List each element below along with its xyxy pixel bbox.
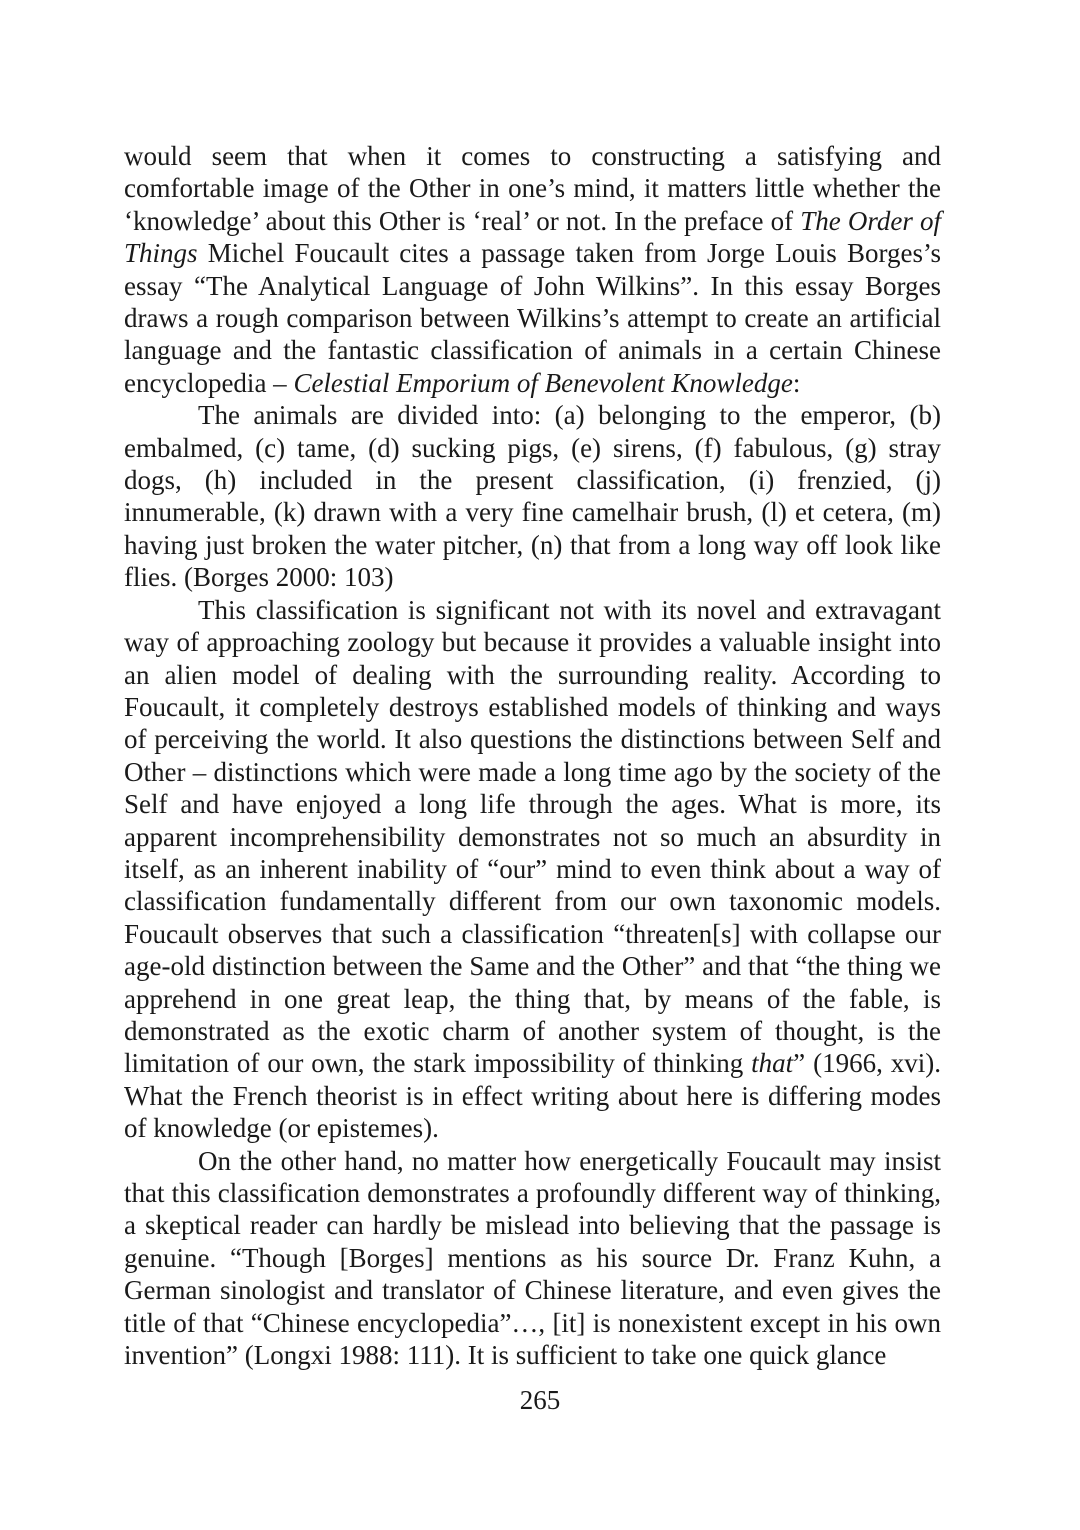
paragraph-2-text-a: This classification is significant not with its novel and extravagant way of approaching zoology but because it provides a valuable insight into an alien model of dealing with the surrounding reality. According to Foucault, it completely destroys established models of thinking and ways of perceiving the world. It also questions the distinctions between Self and Other – distinctions which were made a long time ago by the society of the Self and have enjoyed a long life through the ages. What is more, its apparent incomprehensibility demonstrates not so much an absurdity in itself, as an inherent inability of “our” mind to even think about a way of classification fundamentally different from our own taxonomic models. Foucault observes that such a classification “threaten[s] with collapse our age-old distinction between the Same and the Other” and that “the thing we apprehend in one great leap, the thing that, by means of the fable, is demonstrated as the exotic charm of another system of thought, is the limitation of our own, the stark impossibility of thinking xyxy=(124,594,941,1079)
paragraph-2 xyxy=(124,594,941,1145)
paragraph-1 xyxy=(124,140,941,399)
paragraph-3: On the other hand, no matter how energetically Foucault may insist that this classification demonstrates a profoundly different way of thinking, a skeptical reader can hardly be mislead into believing that the passage is genuine. “Though [Borges] mentions as his source Dr. Franz Kuhn, a German sinologist and translator of Chinese literature, and even gives the title of that “Chinese encyclopedia”…, [it] is nonexistent except in his own invention” (Longxi 1988: 111). It is sufficient to take one quick glance xyxy=(124,1145,941,1371)
paragraph-1-text-a: would seem that when it comes to constructing a satisfying and comfortable image of the Other in one’s mind, it matters little whether the ‘knowledge’ about this Other is ‘real’ or not. In the preface of xyxy=(124,141,941,236)
paragraph-1-text-b: Michel Foucault cites a passage taken from Jorge Louis Borges’s essay “The Analytical Language of John Wilkins”. In this essay Borges draws a rough comparison between Wilkins’s attempt to create an artificial language and the fantastic classification of animals in a certain Chinese encyclopedia – xyxy=(124,238,941,398)
paragraph-1-text-c: : xyxy=(792,367,801,398)
page-body xyxy=(124,140,941,1371)
book-title-order-of-things: The Order of Things xyxy=(124,205,942,269)
italic-that: that xyxy=(751,1048,794,1079)
encyclopedia-title: Celestial Emporium of Benevolent Knowledge xyxy=(293,367,793,398)
paragraph-2-text-b: ” (1966, xvi). What the French theorist is in effect writing about here is differing modes of knowledge (or epistemes). xyxy=(124,1048,941,1144)
block-quote-borges: The animals are divided into: (a) belonging to the emperor, (b) embalmed, (c) tame, (d) sucking pigs, (e) sirens, (f) fabulous, (g) stray dogs, (h) included in the present classification, (i) frenzied, (j) innumerable, (k) drawn with a very fine camelhair brush, (l) et cetera, (m) having just broken the water pitcher, (n) that from a long way off look like flies. (Borges 2000: 103) xyxy=(124,400,941,593)
page-number: 265 xyxy=(519,1385,561,1415)
